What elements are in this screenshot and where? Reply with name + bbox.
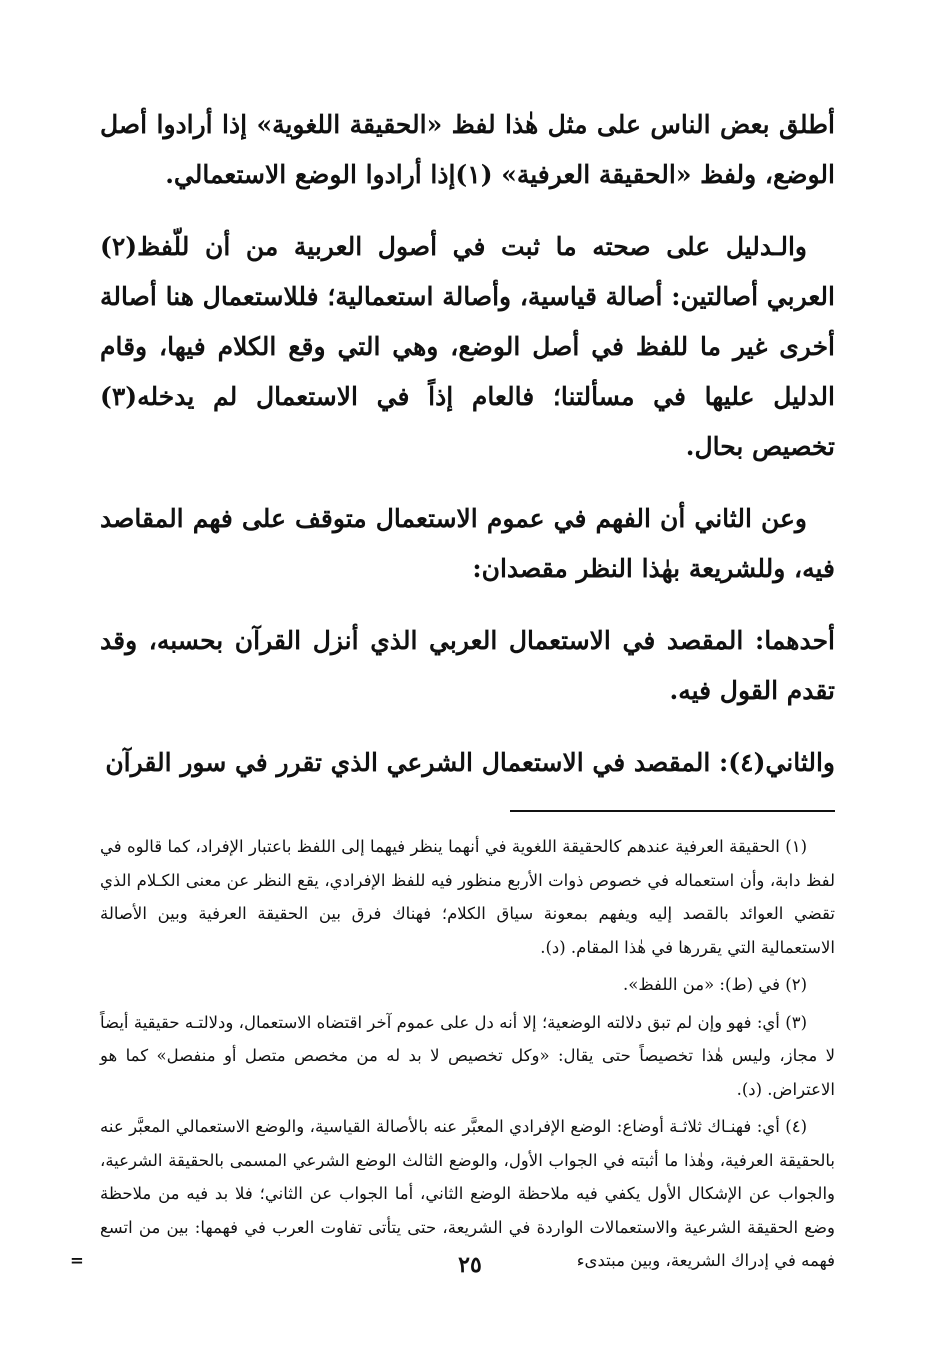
paragraph-5-text: : المقصد في الاستعمال الشرعي الذي تقرر في سور القرآن bbox=[105, 748, 729, 777]
paragraph-2: والـدليل على صحته ما ثبت في أصول العربية من أن للّفظ(٢) العربي أصالتين: أصالة قياسية، وأصالة استعمالية؛ فللاستعمال هنا أصالة أخرى غير ما للفظ في أصل الوضع، وهي التي وقع الكلام فيها، وقام الدليل عليها في مسألتنا؛ فالعام إذاً في الاستعمال لم يدخله(٣) تخصيص بحال. bbox=[100, 232, 835, 461]
page-number: ٢٥ bbox=[458, 1252, 482, 1278]
paragraph-5-label: والثاني(٤) bbox=[728, 748, 835, 777]
footnote-2: (٢) في (ط): «من اللفظ». bbox=[623, 975, 807, 994]
footnote-3: (٣) أي: فهو وإن لم تبق دلالته الوضعية؛ إلا أنه دل على عموم آخر اقتضاه الاستعمال، ودلالتـه حقيقية أيضاً لا مجاز، وليس هٰذا تخصيصاً حتى يقال: «وكل تخصيص لا بد له من مخصص متصل أو منفصل» كما هو الاعتراض. (د). bbox=[100, 1012, 835, 1099]
page-content bbox=[70, 100, 835, 1282]
main-text bbox=[100, 100, 835, 788]
paragraph-4 bbox=[100, 616, 835, 716]
continuation-mark: = bbox=[70, 1251, 84, 1270]
paragraph-4-text: : المقصد في الاستعمال العربي الذي أنزل القرآن بحسبه، وقد تقدم القول فيه. bbox=[100, 626, 835, 705]
paragraph-4-label: أحدهما bbox=[764, 626, 835, 655]
footnote-divider bbox=[510, 810, 835, 812]
footnotes bbox=[70, 830, 835, 1278]
footnote-1: (١) الحقيقة العرفية عندهم كالحقيقة اللغوية في أنهما ينظر فيهما إلى اللفظ باعتبار الإفراد، كما قالوه في لفظ دابة، وأن استعماله في خصوص ذوات الأربع منظور فيه للفظ الإفرادي، يقع النظر عن معنى الكـلام الذي تقضي العوائد بالقصد إليه ويفهم بمعونة سياق الكلام؛ فهناك فرق بين الحقيقة العرفية وبين الأصالة الاستعمالية التي يقررها في هٰذا المقام. (د). bbox=[100, 837, 835, 957]
paragraph-1: أطلق بعض الناس على مثل هٰذا لفظ «الحقيقة اللغوية» إذا أرادوا أصل الوضع، ولفظ «الحقيقة العرفية» (١)إذا أرادوا الوضع الاستعمالي. bbox=[100, 110, 835, 189]
paragraph-5 bbox=[100, 738, 835, 788]
footnote-4-text: (٤) أي: فهنـاك ثلاثـة أوضاع: الوضع الإفرادي المعبَّر عنه بالأصالة القياسية، والوضع الاستعمالي المعبَّر عنه بالحقيقة العرفية، وهٰذا ما أثبته في الجواب الأول، والوضع الثالث الوضع الشرعي المسمى بالحقيقة الشرعية، والجواب عن الإشكال الأول يكفي فيه ملاحظة الوضع الثاني، أما الجواب عن الثاني؛ فلا بد فيه من ملاحظة وضع الحقيقة الشرعية والاستعمالات الواردة في الشريعة، حتى يتأتى تفاوت العرب في فهمها: بين من اتسع فهمه في إدراك الشريعة، وبين مبتدىء bbox=[100, 1117, 835, 1270]
paragraph-3: وعن الثاني أن الفهم في عموم الاستعمال متوقف على فهم المقاصد فيه، وللشريعة بهٰذا النظر مقصدان: bbox=[100, 504, 835, 583]
